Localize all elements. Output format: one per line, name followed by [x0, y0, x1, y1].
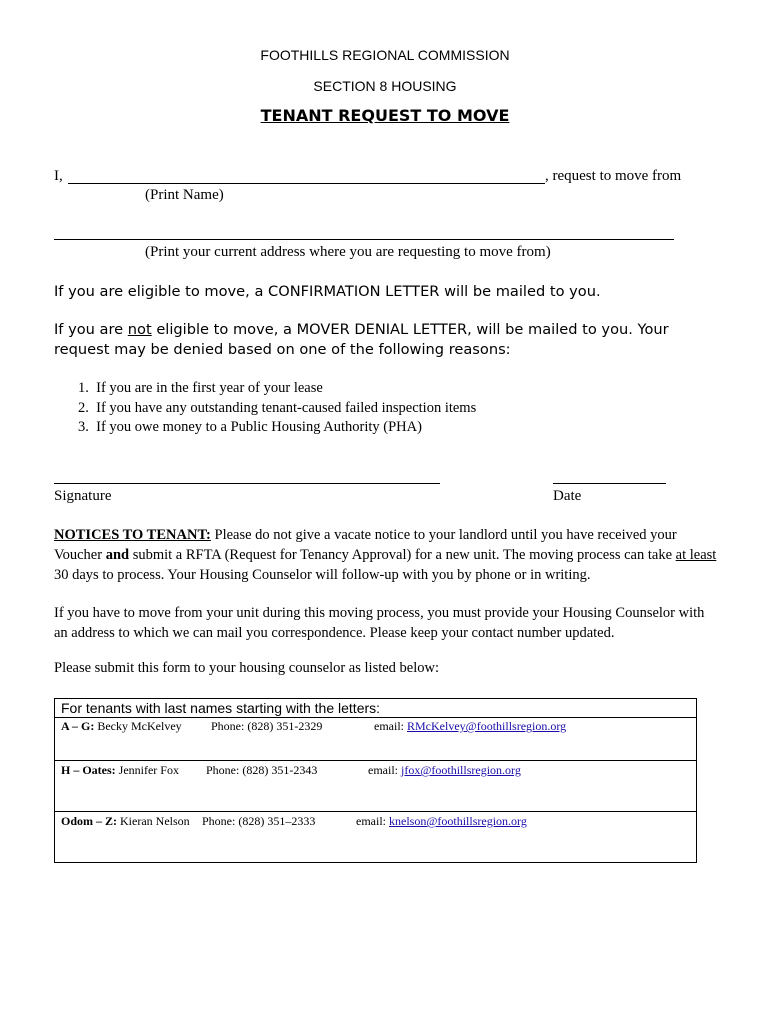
not-word: not: [127, 321, 152, 338]
table-row: [55, 761, 697, 812]
list-item: [78, 419, 422, 436]
move-paragraph: If you have to move from your unit during this moving process, you must provide your Housing Counselor with an address to which we can mail you correspondence. Please keep your contact number updated.: [54, 605, 705, 641]
eligible-text: If you are eligible to move, a CONFIRMATION LETTER will be mailed to you.: [54, 283, 601, 300]
counselor-email-link[interactable]: knelson@foothillsregion.org: [389, 814, 527, 828]
table-row: [55, 718, 697, 761]
counselor-name: Becky McKelvey: [94, 719, 182, 733]
notices-and: and: [105, 547, 130, 563]
page-title: TENANT REQUEST TO MOVE: [260, 106, 510, 125]
date-field[interactable]: [553, 483, 666, 484]
not-eligible-line1: [54, 321, 669, 338]
list-number: 3.: [78, 419, 89, 435]
email-label: email:: [356, 814, 389, 828]
signature-field[interactable]: [54, 483, 440, 484]
counselor-name: Jennifer Fox: [115, 763, 179, 777]
org-name: FOOTHILLS REGIONAL COMMISSION: [260, 47, 510, 63]
list-number: 1.: [78, 380, 89, 396]
letter-range: A – G:: [61, 719, 95, 733]
counselor-phone: Phone: (828) 351–2333: [202, 814, 316, 828]
email-label: email:: [374, 719, 407, 733]
counselor-phone: Phone: (828) 351-2329: [211, 719, 323, 733]
table-row: [55, 812, 697, 863]
notices-part3: 30 days to process. Your Housing Counselor will follow-up with you by phone or in writing.: [54, 567, 591, 583]
counselor-name: Kieran Nelson: [117, 814, 190, 828]
list-item: [78, 400, 476, 417]
list-text: If you are in the first year of your lease: [96, 380, 323, 396]
email-label: email:: [368, 763, 401, 777]
print-name-caption: (Print Name): [145, 187, 224, 203]
not-eligible-lead: If you are: [54, 321, 128, 338]
letter-range: Odom – Z:: [61, 814, 118, 828]
notices-at-least: at least: [675, 547, 717, 563]
counselor-email-link[interactable]: jfox@foothillsregion.org: [401, 763, 521, 777]
counselor-phone: Phone: (828) 351-2343: [206, 763, 318, 777]
print-name-field[interactable]: [68, 183, 545, 184]
name-prefix: I,: [54, 168, 63, 184]
notices-part2: submit a RFTA (Request for Tenancy Approval) for a new unit. The moving process can take: [129, 547, 676, 563]
notices-heading: NOTICES TO TENANT:: [54, 527, 211, 543]
list-text: If you have any outstanding tenant-caused failed inspection items: [96, 400, 477, 416]
counselor-email-link[interactable]: RMcKelvey@foothillsregion.org: [407, 719, 567, 733]
notices-part1: Please do not give a vacate notice to your landlord until you have received your Voucher: [54, 527, 677, 563]
submit-text: Please submit this form to your housing counselor as listed below:: [54, 660, 440, 676]
address-caption: (Print your current address where you are requesting to move from): [145, 244, 551, 260]
table-heading: For tenants with last names starting with the letters:: [55, 699, 697, 718]
counselor-table: [54, 698, 697, 863]
program-name: SECTION 8 HOUSING: [313, 78, 457, 94]
name-suffix: , request to move from: [545, 168, 682, 184]
date-label: Date: [553, 488, 582, 504]
not-eligible-rest: eligible to move, a MOVER DENIAL LETTER, will be mailed to you. Your: [151, 321, 669, 338]
not-eligible-line2: request may be denied based on one of the following reasons:: [54, 341, 511, 358]
list-number: 2.: [78, 400, 89, 416]
list-text: If you owe money to a Public Housing Authority (PHA): [96, 419, 422, 435]
letter-range: H – Oates:: [61, 763, 116, 777]
signature-label: Signature: [54, 488, 112, 504]
table-header-row: [55, 699, 697, 718]
notices-paragraph: [54, 525, 719, 585]
address-field[interactable]: [54, 239, 674, 240]
list-item: [78, 380, 323, 397]
